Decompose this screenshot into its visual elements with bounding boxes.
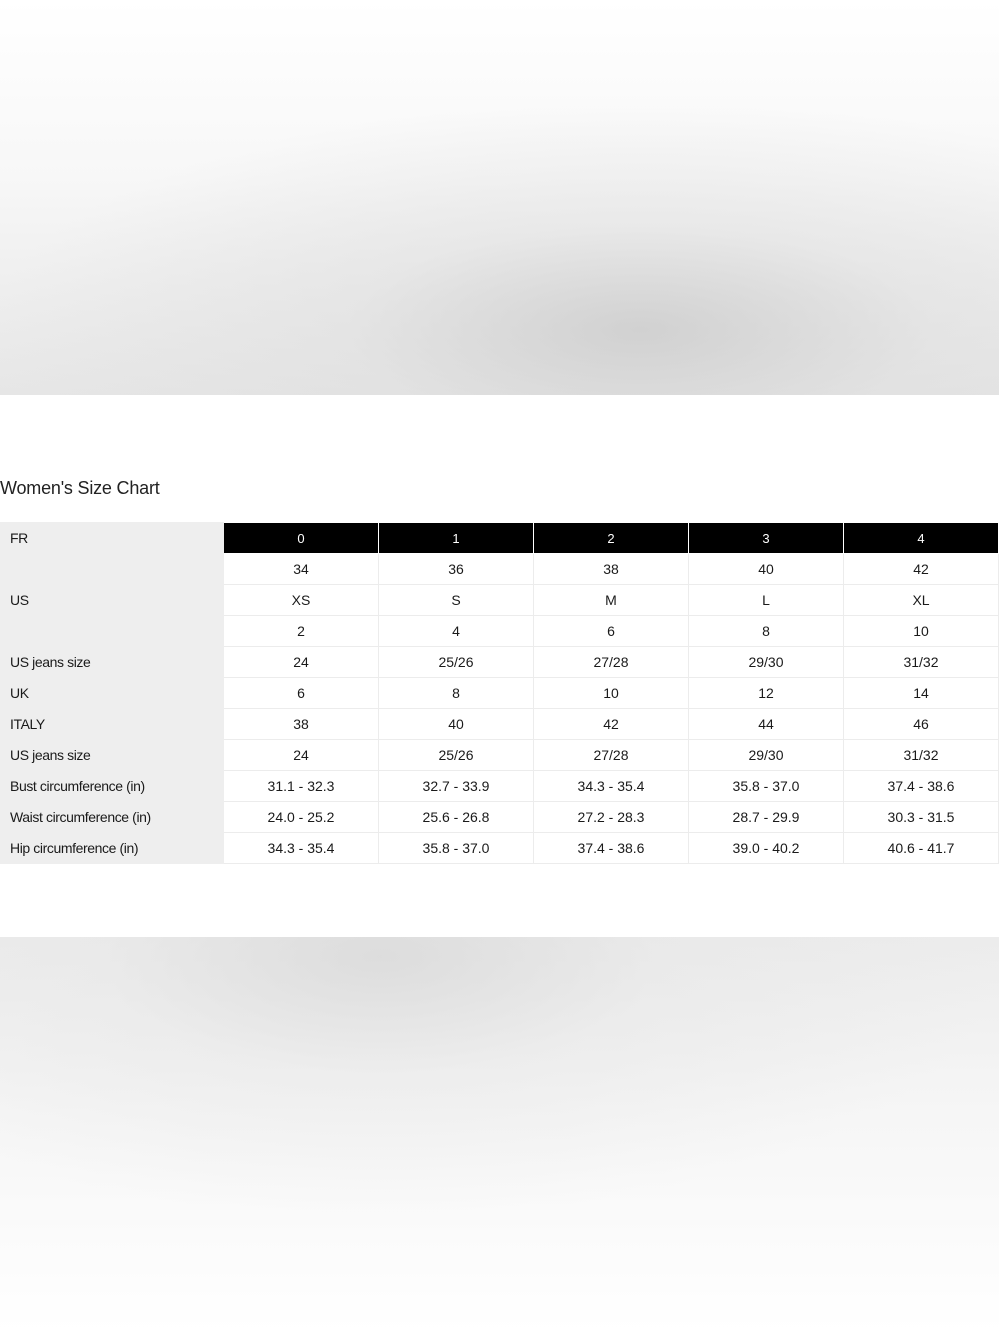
row-label: US jeans size (1, 647, 224, 678)
table-row (1, 554, 999, 585)
table-cell: 31.1 - 32.3 (224, 771, 379, 802)
table-cell: 8 (689, 616, 844, 647)
table-cell: 10 (844, 616, 999, 647)
row-label: ITALY (1, 709, 224, 740)
table-cell: 25.6 - 26.8 (379, 802, 534, 833)
table-cell: 25/26 (379, 740, 534, 771)
table-row (1, 740, 999, 771)
table-cell: 46 (844, 709, 999, 740)
table-row (1, 678, 999, 709)
table-cell: 24 (224, 647, 379, 678)
size-chart-table-body (1, 523, 999, 864)
table-cell: 35.8 - 37.0 (689, 771, 844, 802)
table-cell: 27/28 (534, 740, 689, 771)
size-header-cell: 4 (844, 523, 999, 554)
bottom-gradient-background (0, 937, 999, 1333)
table-cell: 31/32 (844, 647, 999, 678)
table-cell: 8 (379, 678, 534, 709)
table-cell: 44 (689, 709, 844, 740)
table-cell: 12 (689, 678, 844, 709)
table-cell: 36 (379, 554, 534, 585)
table-cell: 10 (534, 678, 689, 709)
table-cell: M (534, 585, 689, 616)
table-cell: 42 (534, 709, 689, 740)
table-cell: 27/28 (534, 647, 689, 678)
table-cell: XL (844, 585, 999, 616)
table-cell: 6 (534, 616, 689, 647)
table-cell: 37.4 - 38.6 (844, 771, 999, 802)
row-label (1, 616, 224, 647)
table-cell: 29/30 (689, 740, 844, 771)
row-label: Bust circumference (in) (1, 771, 224, 802)
table-row (1, 771, 999, 802)
size-chart-title: Women's Size Chart (0, 478, 160, 498)
size-chart-table (0, 522, 999, 864)
table-cell: 24.0 - 25.2 (224, 802, 379, 833)
table-cell: 14 (844, 678, 999, 709)
row-label: US jeans size (1, 740, 224, 771)
table-cell: 40 (379, 709, 534, 740)
table-cell: 32.7 - 33.9 (379, 771, 534, 802)
row-label: US (1, 585, 224, 616)
table-cell: 4 (379, 616, 534, 647)
table-cell: 28.7 - 29.9 (689, 802, 844, 833)
table-header-row (1, 523, 999, 554)
row-label (1, 554, 224, 585)
table-row (1, 616, 999, 647)
table-cell: L (689, 585, 844, 616)
table-cell: 38 (534, 554, 689, 585)
table-cell: 30.3 - 31.5 (844, 802, 999, 833)
table-cell: 37.4 - 38.6 (534, 833, 689, 864)
table-cell: 38 (224, 709, 379, 740)
table-cell: 6 (224, 678, 379, 709)
size-header-cell: 2 (534, 523, 689, 554)
size-header-cell: 3 (689, 523, 844, 554)
row-label: FR (1, 523, 224, 554)
table-cell: 40 (689, 554, 844, 585)
table-cell: 34.3 - 35.4 (534, 771, 689, 802)
table-cell: 42 (844, 554, 999, 585)
row-label: Waist circumference (in) (1, 802, 224, 833)
table-cell: S (379, 585, 534, 616)
row-label: Hip circumference (in) (1, 833, 224, 864)
top-gradient-background (0, 0, 999, 395)
table-row (1, 802, 999, 833)
table-row (1, 833, 999, 864)
table-cell: 31/32 (844, 740, 999, 771)
row-label: UK (1, 678, 224, 709)
size-header-cell: 0 (224, 523, 379, 554)
table-cell: 2 (224, 616, 379, 647)
table-cell: 29/30 (689, 647, 844, 678)
table-cell: 35.8 - 37.0 (379, 833, 534, 864)
table-cell: 34 (224, 554, 379, 585)
size-header-cell: 1 (379, 523, 534, 554)
table-cell: 34.3 - 35.4 (224, 833, 379, 864)
table-row (1, 585, 999, 616)
table-cell: 39.0 - 40.2 (689, 833, 844, 864)
table-cell: 40.6 - 41.7 (844, 833, 999, 864)
table-cell: 25/26 (379, 647, 534, 678)
table-row (1, 647, 999, 678)
table-cell: 24 (224, 740, 379, 771)
table-row (1, 709, 999, 740)
table-cell: XS (224, 585, 379, 616)
table-cell: 27.2 - 28.3 (534, 802, 689, 833)
